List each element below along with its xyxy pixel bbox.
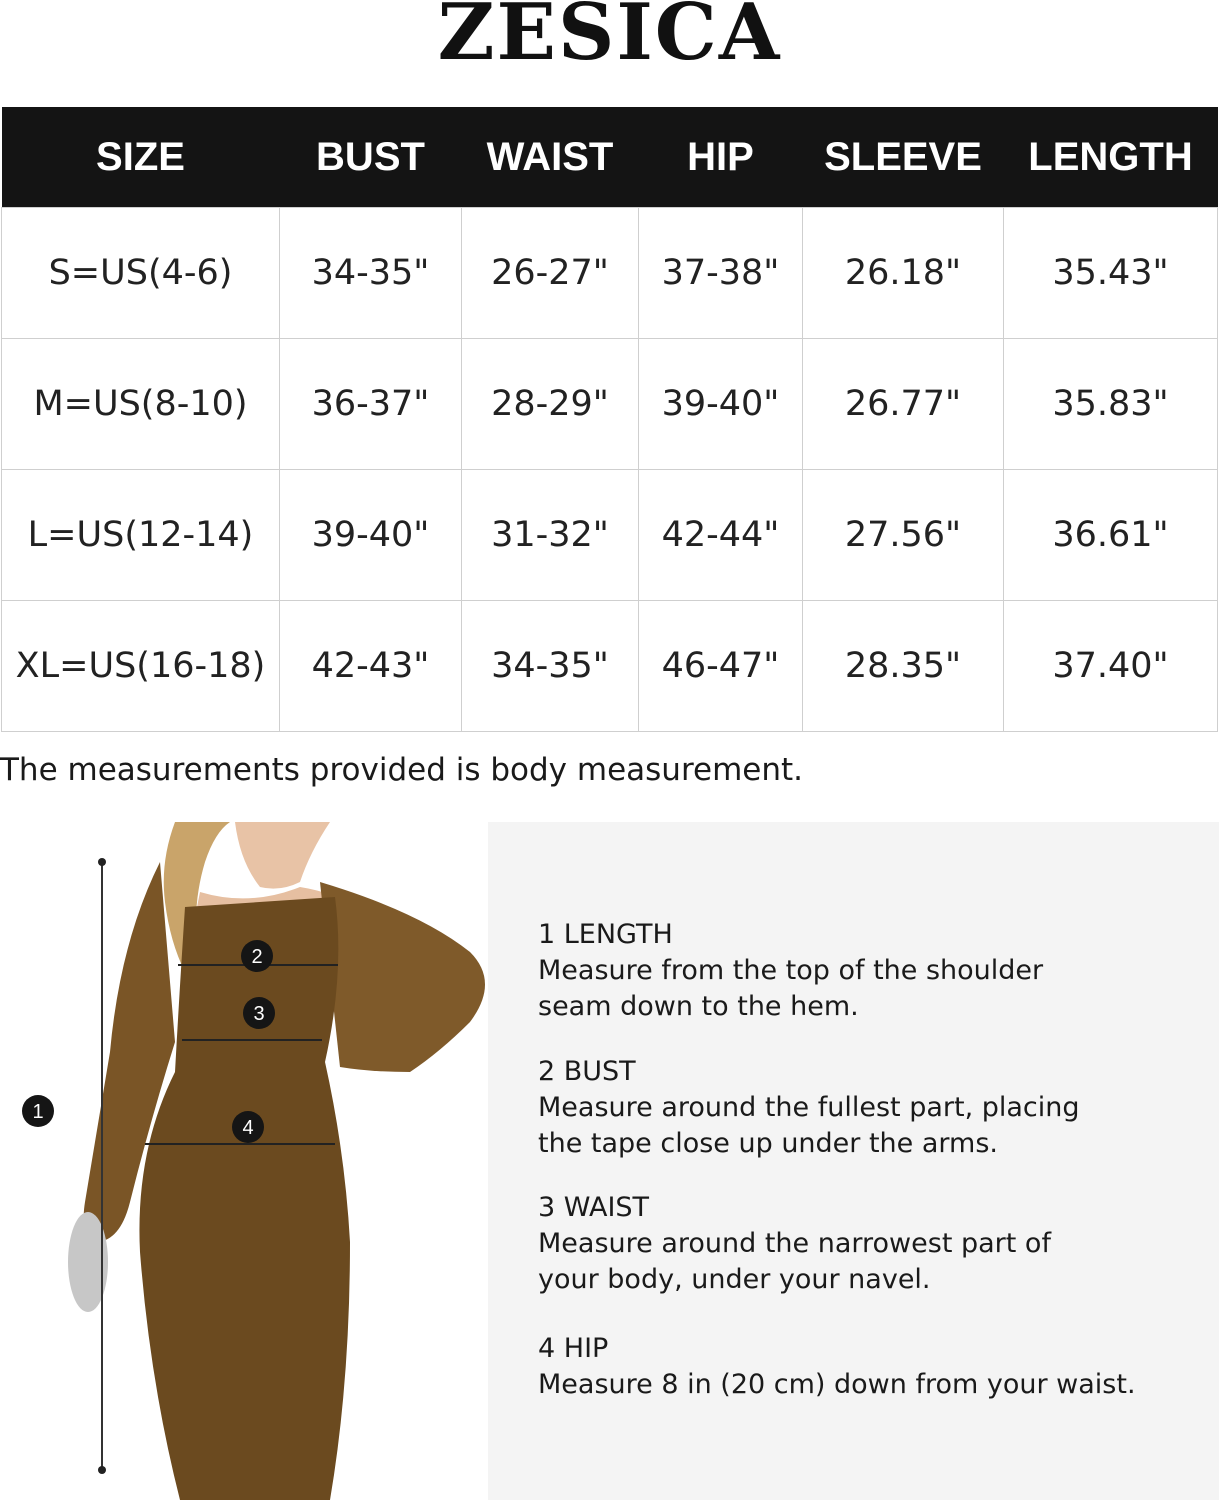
header-waist: WAIST: [462, 107, 639, 208]
bust-cell: 42-43": [280, 601, 462, 732]
waist-cell: 34-35": [462, 601, 639, 732]
header-bust: BUST: [280, 107, 462, 208]
guide-desc-line: your body, under your navel.: [538, 1264, 931, 1295]
guide-item-waist: [538, 1190, 1178, 1298]
waist-cell: 28-29": [462, 339, 639, 470]
length-cell: 37.40": [1004, 601, 1218, 732]
size-cell: S=US(4-6): [2, 208, 280, 339]
marker-4-label: 4: [242, 1117, 254, 1139]
header-sleeve: SLEEVE: [803, 107, 1004, 208]
measurement-note: The measurements provided is body measurement.: [0, 752, 804, 788]
marker-1-label: 1: [32, 1101, 44, 1123]
bust-cell: 34-35": [280, 208, 462, 339]
header-hip: HIP: [639, 107, 803, 208]
guide-desc-line: the tape close up under the arms.: [538, 1128, 998, 1159]
size-chart-table: [1, 107, 1218, 732]
table-header-row: [2, 107, 1218, 208]
hip-cell: 37-38": [639, 208, 803, 339]
marker-2-label: 2: [251, 946, 263, 968]
guide-item-bust: [538, 1054, 1178, 1162]
marker-4: [232, 1111, 264, 1143]
hip-cell: 46-47": [639, 601, 803, 732]
bust-cell: 39-40": [280, 470, 462, 601]
dress-illustration: [0, 822, 488, 1500]
table-row: [2, 601, 1218, 732]
table-row: [2, 208, 1218, 339]
marker-2: [241, 940, 273, 972]
length-line-top-dot: [98, 858, 106, 866]
bust-cell: 36-37": [280, 339, 462, 470]
neck-skin: [235, 822, 330, 889]
guide-title: 1 LENGTH: [538, 919, 673, 950]
dress-body: [139, 897, 350, 1500]
table-row: [2, 339, 1218, 470]
table-row: [2, 470, 1218, 601]
length-cell: 35.43": [1004, 208, 1218, 339]
sleeve-cell: 28.35": [803, 601, 1004, 732]
marker-1: [22, 1095, 54, 1127]
size-cell: L=US(12-14): [2, 470, 280, 601]
waist-cell: 26-27": [462, 208, 639, 339]
guide-title: 2 BUST: [538, 1056, 636, 1087]
model-figure: [0, 822, 488, 1500]
guide-desc-line: Measure 8 in (20 cm) down from your waist.: [538, 1369, 1136, 1400]
sleeve-cell: 26.77": [803, 339, 1004, 470]
size-cell: XL=US(16-18): [2, 601, 280, 732]
guide-desc-line: Measure from the top of the shoulder: [538, 955, 1044, 986]
hip-cell: 39-40": [639, 339, 803, 470]
header-size: SIZE: [2, 107, 280, 208]
right-sleeve: [320, 882, 485, 1072]
guide-item-hip: [538, 1331, 1178, 1403]
length-cell: 36.61": [1004, 470, 1218, 601]
guide-desc-line: Measure around the narrowest part of: [538, 1228, 1051, 1259]
guide-title: 4 HIP: [538, 1333, 609, 1364]
guide-item-length: [538, 917, 1178, 1025]
brand-logo: ZESICA: [437, 0, 782, 78]
waist-cell: 31-32": [462, 470, 639, 601]
guide-desc-line: seam down to the hem.: [538, 991, 859, 1022]
length-line-bottom-dot: [98, 1466, 106, 1474]
hip-cell: 42-44": [639, 470, 803, 601]
sleeve-cell: 27.56": [803, 470, 1004, 601]
size-cell: M=US(8-10): [2, 339, 280, 470]
guide-desc-line: Measure around the fullest part, placing: [538, 1092, 1080, 1123]
header-length: LENGTH: [1004, 107, 1218, 208]
length-cell: 35.83": [1004, 339, 1218, 470]
guide-title: 3 WAIST: [538, 1192, 650, 1223]
marker-3-label: 3: [253, 1003, 265, 1025]
marker-3: [243, 997, 275, 1029]
sleeve-cell: 26.18": [803, 208, 1004, 339]
measuring-guide-panel: [488, 822, 1219, 1500]
